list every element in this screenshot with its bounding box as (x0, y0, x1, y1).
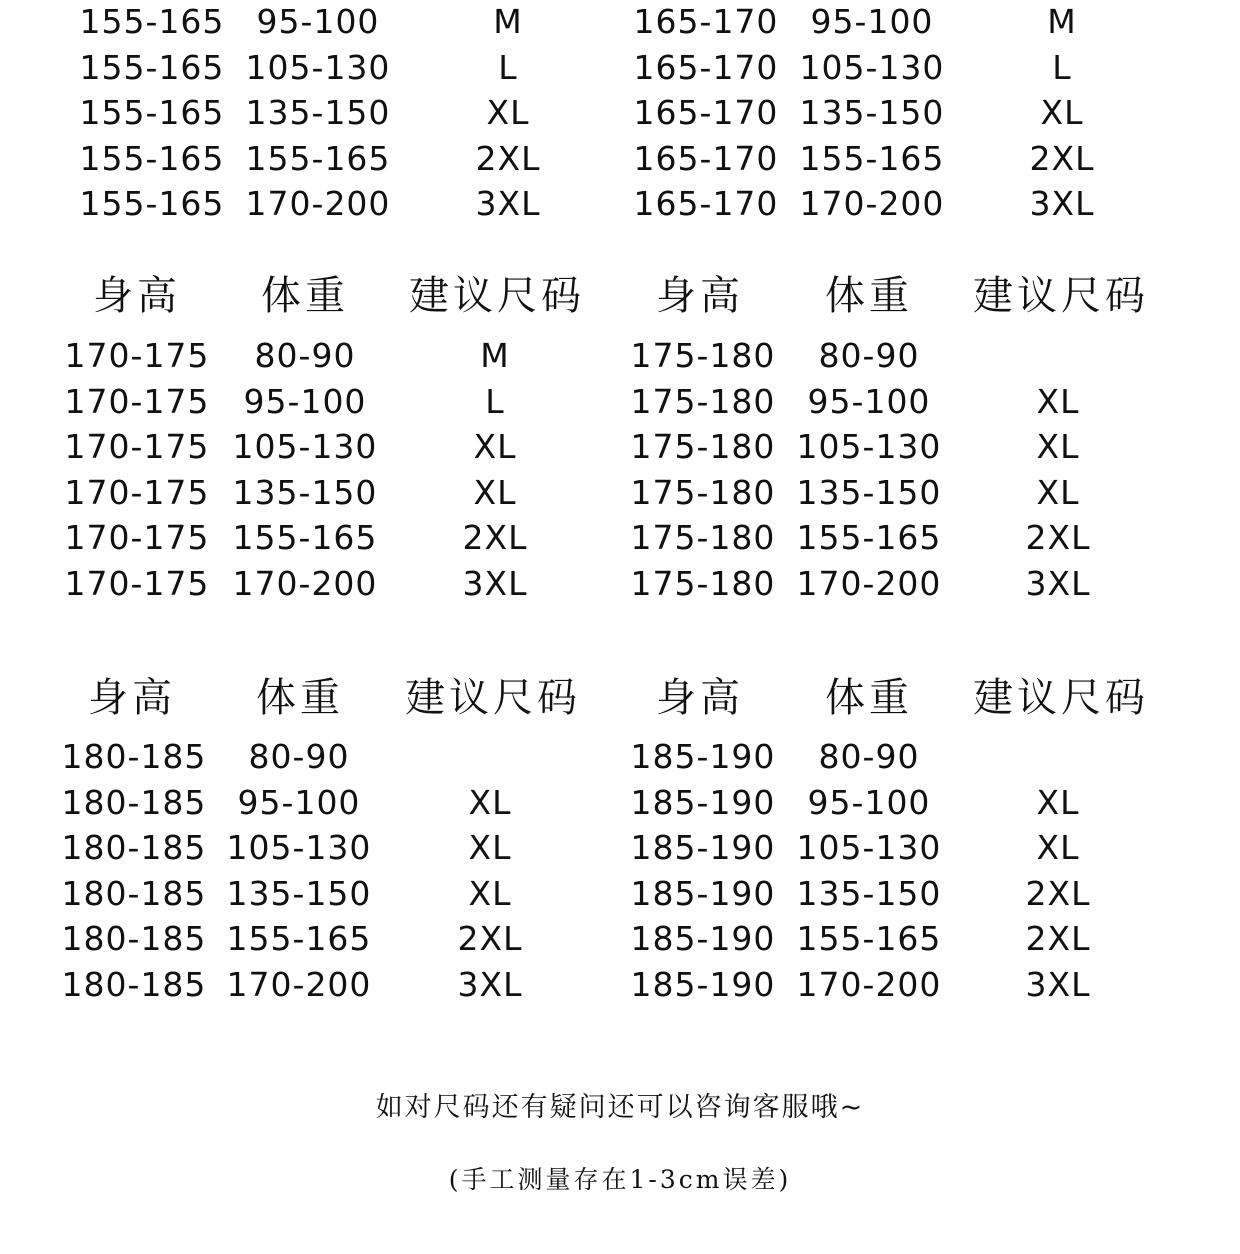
header-weight: 体重 (261, 273, 349, 319)
cell-weight: 80-90 (818, 737, 920, 776)
cell-height: 165-170 (633, 48, 779, 87)
cell-size: 3XL (462, 564, 528, 603)
cell-weight: 105-130 (796, 427, 942, 466)
cell-weight: 170-200 (796, 564, 942, 603)
cell-weight: 155-165 (232, 518, 378, 557)
cell-height: 155-165 (79, 2, 225, 41)
cell-height: 185-190 (630, 919, 776, 958)
cell-weight: 170-200 (226, 965, 372, 1004)
cell-height: 165-170 (633, 2, 779, 41)
cell-size: 3XL (1025, 564, 1091, 603)
cell-height: 155-165 (79, 139, 225, 178)
cell-size: XL (468, 783, 512, 822)
header-size: 建议尺码 (405, 675, 581, 721)
cell-weight: 135-150 (232, 473, 378, 512)
cell-height: 170-175 (64, 336, 210, 375)
cell-size: XL (1036, 427, 1080, 466)
cell-height: 165-170 (633, 93, 779, 132)
cell-weight: 135-150 (799, 93, 945, 132)
cell-size: XL (486, 93, 530, 132)
cell-size: 3XL (1025, 965, 1091, 1004)
cell-weight: 170-200 (796, 965, 942, 1004)
cell-weight: 95-100 (807, 783, 931, 822)
cell-weight: 135-150 (226, 874, 372, 913)
header-height: 身高 (93, 273, 181, 319)
header-height: 身高 (88, 675, 176, 721)
cell-weight: 95-100 (256, 2, 380, 41)
cell-weight: 170-200 (799, 184, 945, 223)
cell-weight: 80-90 (254, 336, 356, 375)
cell-height: 175-180 (630, 473, 776, 512)
cell-size: 2XL (457, 919, 523, 958)
cell-height: 155-165 (79, 93, 225, 132)
header-weight: 体重 (256, 675, 344, 721)
cell-weight: 170-200 (245, 184, 391, 223)
cell-height: 180-185 (61, 828, 207, 867)
cell-weight: 105-130 (245, 48, 391, 87)
header-size: 建议尺码 (409, 273, 585, 319)
cell-height: 175-180 (630, 382, 776, 421)
cell-height: 170-175 (64, 564, 210, 603)
cell-weight: 155-165 (796, 919, 942, 958)
cell-height: 165-170 (633, 184, 779, 223)
cell-size: M (480, 336, 510, 375)
cell-weight: 105-130 (796, 828, 942, 867)
cell-size: 2XL (475, 139, 541, 178)
cell-size: XL (473, 473, 517, 512)
cell-height: 175-180 (630, 564, 776, 603)
cell-height: 170-175 (64, 473, 210, 512)
cell-size: XL (473, 427, 517, 466)
cell-size: L (485, 382, 505, 421)
cell-height: 180-185 (61, 783, 207, 822)
cell-size: XL (1040, 93, 1084, 132)
cell-height: 170-175 (64, 427, 210, 466)
cell-size: 2XL (462, 518, 528, 557)
cell-height: 165-170 (633, 139, 779, 178)
cell-height: 155-165 (79, 184, 225, 223)
cell-height: 175-180 (630, 336, 776, 375)
cell-height: 185-190 (630, 737, 776, 776)
cell-height: 170-175 (64, 382, 210, 421)
header-weight: 体重 (825, 273, 913, 319)
cell-height: 180-185 (61, 874, 207, 913)
cell-weight: 155-165 (799, 139, 945, 178)
cell-size: 3XL (1029, 184, 1095, 223)
header-size: 建议尺码 (973, 675, 1149, 721)
cell-height: 155-165 (79, 48, 225, 87)
cell-size: XL (468, 874, 512, 913)
cell-weight: 105-130 (799, 48, 945, 87)
cell-height: 185-190 (630, 965, 776, 1004)
cell-height: 180-185 (61, 965, 207, 1004)
cell-size: 2XL (1025, 874, 1091, 913)
cell-weight: 155-165 (796, 518, 942, 557)
cell-weight: 80-90 (248, 737, 350, 776)
cell-weight: 95-100 (807, 382, 931, 421)
cell-size: XL (1036, 783, 1080, 822)
cell-weight: 155-165 (245, 139, 391, 178)
cell-height: 175-180 (630, 427, 776, 466)
cell-weight: 95-100 (810, 2, 934, 41)
cell-size: 2XL (1025, 919, 1091, 958)
cell-weight: 105-130 (226, 828, 372, 867)
cell-height: 175-180 (630, 518, 776, 557)
cell-weight: 170-200 (232, 564, 378, 603)
cell-size: XL (1036, 473, 1080, 512)
cell-size: XL (1036, 828, 1080, 867)
cell-size: 2XL (1029, 139, 1095, 178)
cell-weight: 155-165 (226, 919, 372, 958)
cell-weight: 135-150 (245, 93, 391, 132)
cell-weight: 135-150 (796, 874, 942, 913)
size-question-note: 如对尺码还有疑问还可以咨询客服哦~ (375, 1092, 865, 1123)
cell-size: XL (1036, 382, 1080, 421)
cell-height: 185-190 (630, 828, 776, 867)
cell-size: L (1052, 48, 1072, 87)
header-height: 身高 (656, 675, 744, 721)
cell-size: XL (468, 828, 512, 867)
cell-weight: 95-100 (237, 783, 361, 822)
cell-size: 3XL (457, 965, 523, 1004)
cell-size: L (498, 48, 518, 87)
cell-size: 3XL (475, 184, 541, 223)
header-height: 身高 (656, 273, 744, 319)
header-size: 建议尺码 (973, 273, 1149, 319)
cell-weight: 95-100 (243, 382, 367, 421)
cell-height: 185-190 (630, 874, 776, 913)
cell-height: 180-185 (61, 737, 207, 776)
cell-height: 180-185 (61, 919, 207, 958)
cell-weight: 135-150 (796, 473, 942, 512)
measurement-error-note: (手工测量存在1-3cm误差) (448, 1165, 792, 1194)
cell-size: M (1047, 2, 1077, 41)
cell-weight: 105-130 (232, 427, 378, 466)
cell-size: M (493, 2, 523, 41)
cell-size: 2XL (1025, 518, 1091, 557)
cell-height: 170-175 (64, 518, 210, 557)
header-weight: 体重 (825, 675, 913, 721)
cell-height: 185-190 (630, 783, 776, 822)
cell-weight: 80-90 (818, 336, 920, 375)
